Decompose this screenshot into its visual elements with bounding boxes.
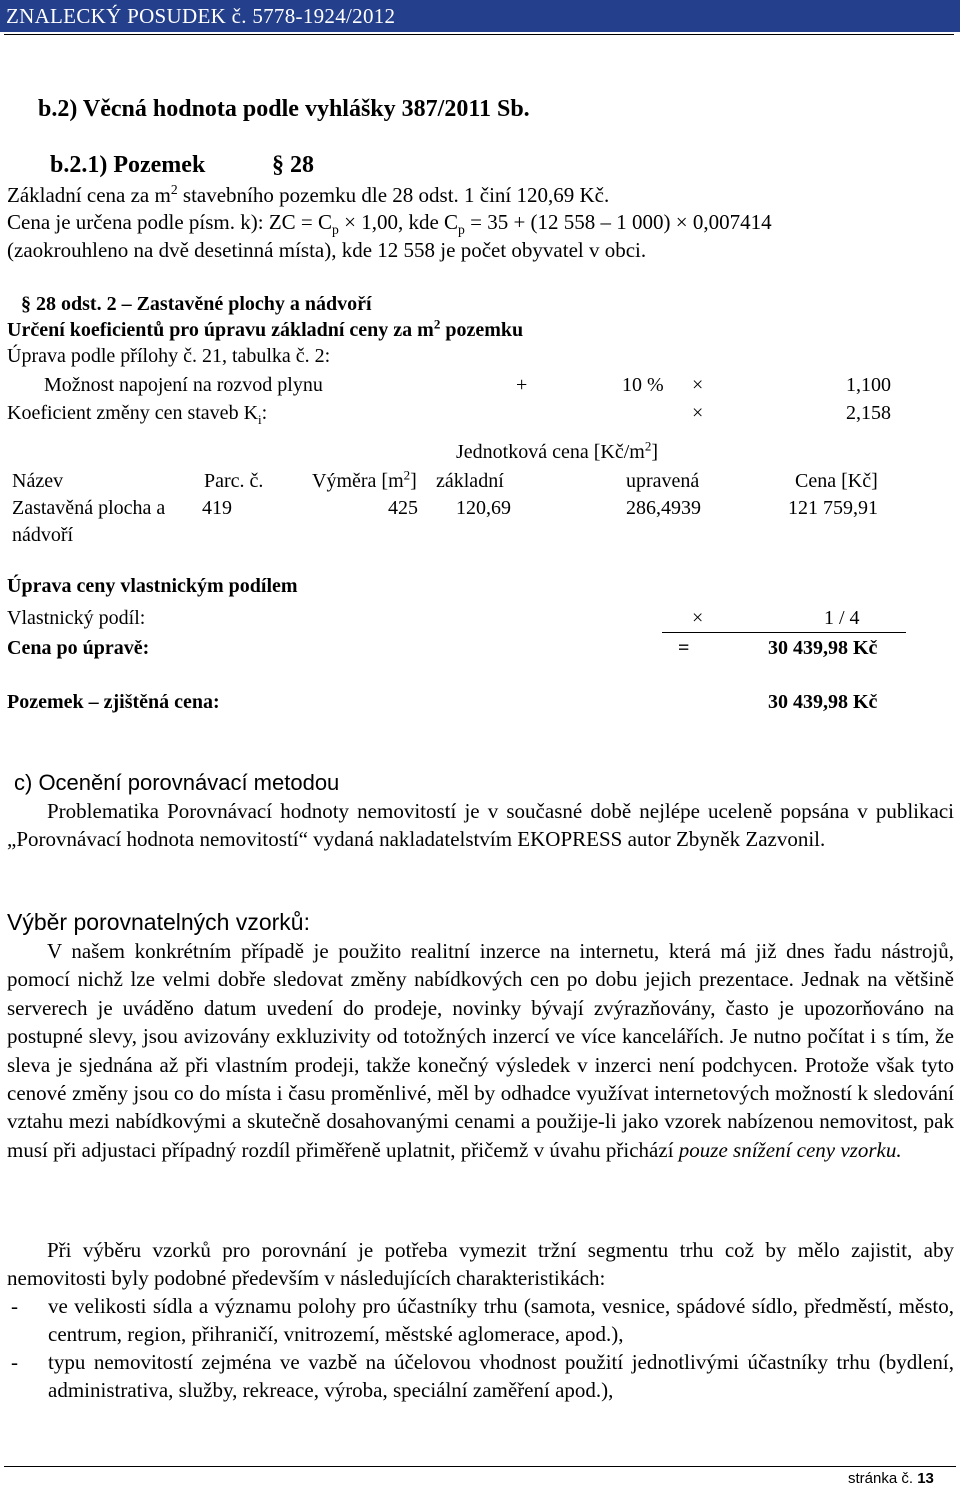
col-header-nazev: Název [12, 470, 64, 492]
rounding-note-line: (zaokrouhleno na dvě desetinná místa), kde 12 558 je počet obyvatel v obci. [7, 238, 647, 262]
ownership-share-label: Vlastnický podíl: [7, 607, 146, 629]
adjusted-price-label: Cena po úpravě: [7, 637, 150, 659]
document-header-title: ZNALECKÝ POSUDEK č. 5778-1924/2012 [6, 4, 396, 28]
section-b21-paragraph-ref: § 28 [272, 152, 314, 178]
gas-connection-sign: + [516, 374, 528, 396]
list-dash: - [11, 1294, 18, 1318]
header-rule [4, 34, 954, 35]
col-header-cena: Cena [Kč] [795, 470, 878, 492]
ownership-share-value: 1 / 4 [824, 607, 860, 629]
samples-heading: Výběr porovnatelných vzorků: [7, 909, 310, 935]
footer-rule [4, 1466, 956, 1467]
unit-price-group-header: Jednotková cena $[Kč/m^2]$ [456, 438, 658, 463]
page-number: stránka č. 13 [848, 1470, 934, 1487]
col-header-parc: Parc. č. [204, 470, 264, 492]
cell-upravena: 286,4939 [626, 497, 701, 519]
section-b21-heading: b.2.1) Pozemek [50, 152, 206, 178]
ki-coefficient-operator: × [692, 402, 704, 424]
ownership-share-heading: Úprava ceny vlastnickým podílem [7, 575, 298, 597]
adjusted-price-value: 30 439,98 Kč [768, 637, 878, 659]
section-c-heading: c) Ocenění porovnávací metodou [14, 770, 340, 795]
cell-nazev-line1: Zastavěná plocha a [12, 497, 166, 519]
sum-rule [662, 632, 906, 633]
samples-paragraph: V našem konkrétním případě je použito realitní inzerce na internetu, která má již dnes řadu nástrojů, pomocí nichž lze velmi dobře sledovat změny nabídkových cen po dobu jejich prezentace. Jednak na většině serverech je uváděno datum uvedení do prodeje, novinky bývají zvýrazňovány, často je upozorňováno na postupné slevy, jsou avizovány exkluzivity od totožných inzercí ve více kancelářích. Je nutno počítat i s tím, že sleva je sjednána až při vlastním prodeji, takže konečný výsledek v inzerci není podchycen. Protože však tyto cenové změny jsou co do místa i času proměnlivé, měl by odhadce využívat internetových možností k sledování vztahu mezi nabídkovými a skutečně dosahovanými cenami a použije-li jako vzorek nabízenou nemovitost, pak musí při adjustaci případný rozdíl přiměřeně uplatnit, přičemž v úvahu přichází pouze snížení ceny vzorku. [7, 939, 954, 1162]
cell-parc: 419 [202, 497, 232, 519]
col-header-upravena: upravená [626, 470, 700, 492]
ki-coefficient-value: 2,158 [846, 402, 891, 424]
gas-connection-label: Možnost napojení na rozvod plynu [44, 374, 323, 396]
gas-connection-value: 1,100 [846, 374, 891, 396]
coefficients-subheading: Určení koeficientů pro úpravu základní ceny za $m^2$ pozemku [7, 316, 524, 341]
adjusted-price-operator: = [678, 637, 690, 659]
list-item: - ve velikosti sídla a významu polohy pro účastníky trhu (samota, vesnice, spádové sídlo, předměstí, město, centrum, region, přihraničí, vnitrozemí, městské aglomerace, apod.), [11, 1294, 954, 1347]
ownership-share-operator: × [692, 607, 704, 629]
cell-cena: 121 759,91 [788, 497, 878, 519]
cell-vymera: 425 [388, 497, 418, 519]
list-item: - typu nemovitostí zejména ve vazbě na účelovou vhodnost použití jednotlivými účastníky trhu (bydlení, administrativa, služby, rekreace, výroba, speciální zaměření apod.), [11, 1350, 954, 1403]
section-c-paragraph: Problematika Porovnávací hodnoty nemovitostí je v současné době nejlépe uceleně popsána v publikaci „Porovnávací hodnota nemovitostí“ vydaná nakladatelstvím EKOPRESS autor Zbyněk Zazvonil. [7, 799, 954, 852]
segment-paragraph: Při výběru vzorků pro porovnání je potřeba vymezit tržní segmentu trhu což by mělo zajistit, aby nemovitosti byly podobné především v následujících charakteristikách: [7, 1238, 954, 1291]
gas-connection-operator: × [692, 374, 704, 396]
gas-connection-percent: 10 % [622, 374, 664, 396]
cell-nazev-line2: nádvoří [12, 524, 74, 546]
list-dash: - [11, 1350, 18, 1374]
col-header-vymera: Výměra $[m^2]$ [312, 467, 417, 492]
ki-coefficient-label: Koeficient změny cen staveb $K_i$: [7, 402, 268, 427]
adjustment-source-line: Úprava podle přílohy č. 21, tabulka č. 2: [7, 345, 331, 367]
col-header-zakladni: základní [436, 470, 504, 492]
odst-heading: § 28 odst. 2 – Zastavěné plochy a nádvoří [21, 293, 372, 315]
land-price-label: Pozemek – zjištěná cena: [7, 691, 220, 713]
price-formula-line: Cena je určena podle písm. k): ZC = $C_p \times 1,00$, kde $C_p = 35 + (12$ 558 – 1 000) × 0,007414 [7, 210, 772, 238]
cell-zakladni: 120,69 [456, 497, 511, 519]
land-price-value: 30 439,98 Kč [768, 691, 878, 713]
section-b2-heading: b.2) Věcná hodnota podle vyhlášky 387/2011 Sb. [38, 96, 530, 122]
base-price-line: Základní cena za $m^2$ stavebního pozemku dle 28 odst. 1 činí 120,69 Kč. [7, 182, 610, 207]
